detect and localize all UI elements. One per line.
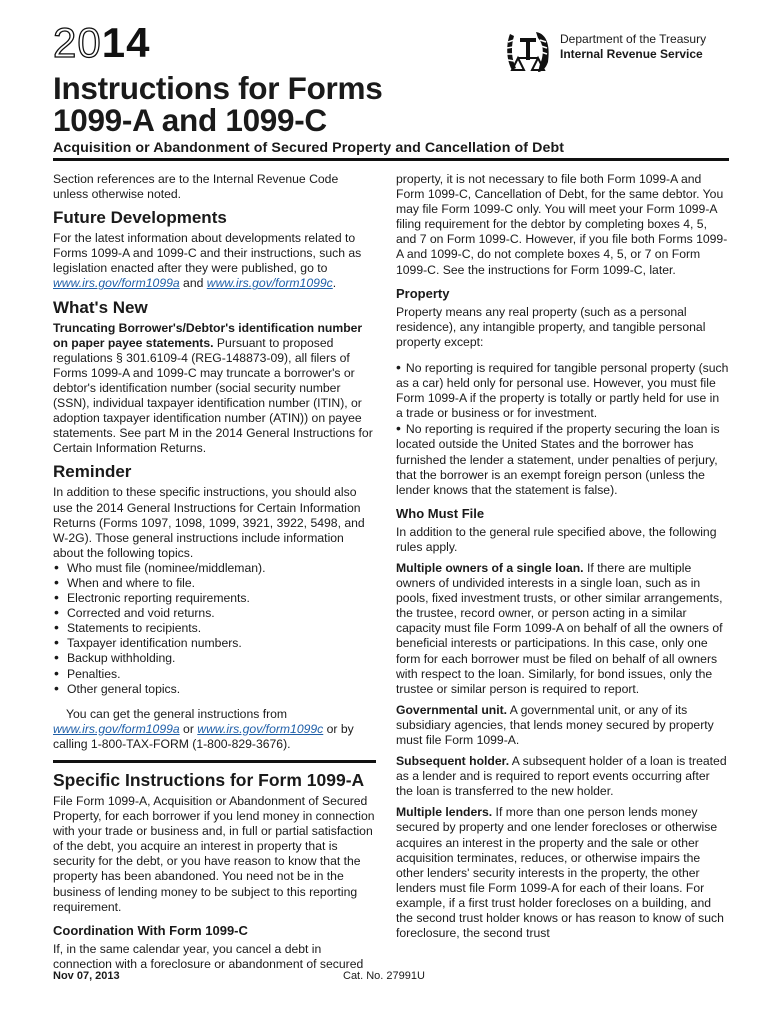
year-solid-digits: 14 — [101, 19, 151, 66]
header-divider — [53, 158, 729, 161]
title-line-2: 1099-A and 1099-C — [53, 102, 327, 138]
irs-eagle-logo-icon — [504, 28, 552, 76]
reminder-topic-list — [53, 561, 376, 697]
who-must-file-text: In addition to the general rule specified above, the following rules apply. — [396, 524, 717, 554]
link-form1099c[interactable]: www.irs.gov/form1099c — [197, 721, 324, 736]
property-definition: Property means any real property (such as a personal residence), any intangible property, and tangible personal property except: — [396, 304, 706, 349]
property-exception: • No reporting is required if the property securing the loan is located outside the United States and the borrower has furnished the lender a statement, under penalties of perjury, that the borrower is an exempt foreign person (unless the lender knows that the statement is false). — [396, 420, 720, 497]
list-item: • Other general topics. — [53, 682, 376, 697]
page-subtitle: Acquisition or Abandonment of Secured Property and Cancellation of Debt — [53, 140, 565, 156]
agency-irs: Internal Revenue Service — [560, 47, 703, 61]
left-column — [53, 172, 376, 978]
truncating-runin-heading: Truncating Borrower's/Debtor's identification number on paper payee statements. — [53, 320, 363, 350]
list-item: • Who must file (nominee/middleman). — [53, 561, 376, 576]
coordination-continued-text: property, it is not necessary to file both Form 1099-A and Form 1099-C, Cancellation of Debt, for the same debtor. You may file Form 1099-C only. You will meet your Form 1099-A filing requirement for the debtor by completing boxes 4, 5, and 7 on Form 1099-C. However, if you file both Forms 1099-A and 1099-C, do not complete boxes 4, 5, or 7 on Form 1099-C. See the instructions for Form 1099-C, later. — [396, 172, 728, 277]
rule-multiple-lenders: Multiple lenders. If more than one person lends money secured by property and one lender forecloses or otherwise acquires an interest in the property and the sale or other acquisition terminates, reduces, or otherwise impairs the other lenders' security interests in the property, the other lenders must file Form 1099-A for each of their loans. For example, if a first trust holder forecloses on a building, and the second trust holder knows or has reason to know of such foreclosure, the second trust — [396, 805, 724, 941]
property-exception: • No reporting is required for tangible personal property (such as a car) held only for personal use. However, you must file Form 1099-A if the property is totally or partly held for use in a trade or business or for investment. — [396, 358, 729, 421]
whats-new-text: Truncating Borrower's/Debtor's identification number on paper payee statements. Pursuant to proposed regulations § 301.6109-4 (REG-148873-09), all filers of Forms 1099-A and 1099-C may truncate a borrower's or debtor's identification number (social security number (SSN), individual taxpayer identification number (ITIN), or adoption taxpayer identification number (ATIN)) on payee statements. See part M in the 2014 General Instructions for Certain Information Returns. — [53, 320, 373, 456]
heading-coordination: Coordination With Form 1099-C — [53, 922, 248, 938]
agency-name — [560, 32, 706, 62]
heading-property: Property — [396, 285, 450, 301]
list-item: • Electronic reporting requirements. — [53, 591, 376, 606]
heading-reminder: Reminder — [53, 462, 132, 482]
list-item: • Taxpayer identification numbers. — [53, 636, 376, 651]
list-item: • When and where to file. — [53, 576, 376, 591]
link-form1099a[interactable]: www.irs.gov/form1099a — [53, 276, 180, 291]
rule-governmental-unit: Governmental unit. A governmental unit, or any of its subsidiary agencies, that lends money secured by property must file Form 1099-A. — [396, 702, 714, 747]
link-form1099c[interactable]: www.irs.gov/form1099c — [206, 276, 333, 291]
form-year — [53, 19, 151, 66]
section-divider — [53, 760, 376, 763]
list-item: • Backup withholding. — [53, 651, 376, 666]
future-developments-text: For the latest information about developments related to Forms 1099-A and 1099-C and their instructions, such as legislation enacted after they were published, go to www.irs.gov/form1099a and www.irs.gov/form1099c. — [53, 231, 362, 291]
specific-instructions-text: File Form 1099-A, Acquisition or Abandonment of Secured Property, for each borrower if you lend money in connection with your trade or business and, in full or partial satisfaction of the debt, you acquire an interest in property that is security for the debt, or you have reason to know that the property has been abandoned. You need not be in the business of lending money to be subject to this reporting requirement. — [53, 794, 375, 914]
bullet-icon: • — [396, 420, 401, 437]
heading-who-must-file: Who Must File — [396, 505, 485, 521]
year-outline-digits: 20 — [53, 19, 102, 66]
general-instructions-source: You can get the general instructions from www.irs.gov/form1099a or www.irs.gov/form1099c or by calling 1-800-TAX-FORM (1-800-829-3676). — [53, 706, 354, 751]
heading-whats-new: What's New — [53, 297, 148, 317]
reminder-text: In addition to these specific instructions, you should also use the 2014 General Instructions for Certain Information Returns (Forms 1097, 1098, 1099, 3921, 3922, 5498, and W-2G). Those general instructions include information about the following topics. — [53, 485, 365, 560]
heading-specific-instructions: Specific Instructions for Form 1099-A — [53, 770, 365, 790]
coordination-text: If, in the same calendar year, you cancel a debt in connection with a foreclosure or abandonment of secured — [53, 941, 364, 971]
rule-multiple-owners: Multiple owners of a single loan. If there are multiple owners of undivided interests in a single loan, such as in pools, fixed investment trusts, or other similar arrangements, the trustee, record owner, or person acting in a similar capacity must file Form 1099-A on behalf of all the owners of beneficial interests or participations. In this case, only one form for each borrower must be filed on behalf of all owners with respect to the loan. Similarly, for bond issues, only the trustee or similar person is required to report. — [396, 560, 723, 696]
list-item: • Penalties. — [53, 667, 376, 682]
agency-department: Department of the Treasury — [560, 32, 707, 46]
list-item: • Corrected and void returns. — [53, 606, 376, 621]
bullet-icon: • — [396, 358, 401, 375]
section-references-note: Section references are to the Internal Revenue Code unless otherwise noted. — [53, 172, 339, 202]
title-line-1: Instructions for Forms — [53, 70, 383, 106]
revision-date: Nov 07, 2013 — [53, 970, 120, 982]
right-column — [396, 172, 729, 947]
page-title — [53, 72, 382, 136]
link-form1099a[interactable]: www.irs.gov/form1099a — [53, 721, 180, 736]
list-item: • Statements to recipients. — [53, 621, 376, 636]
rule-subsequent-holder: Subsequent holder. A subsequent holder of a loan is treated as a lender and is required to report events occurring after the loan is transferred to the new holder. — [396, 754, 727, 799]
heading-future-developments: Future Developments — [53, 208, 227, 228]
catalog-number: Cat. No. 27991U — [343, 970, 425, 982]
